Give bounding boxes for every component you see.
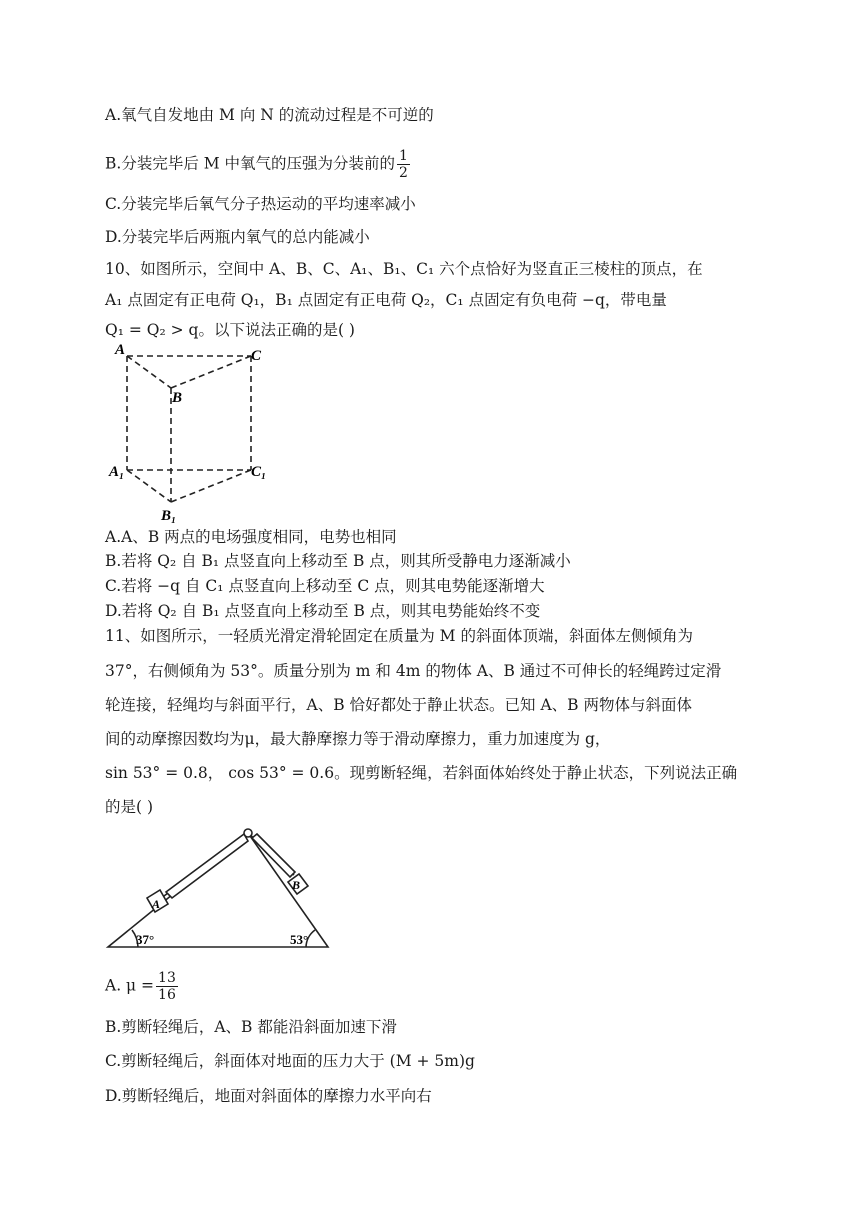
angle-53-label: 53° [290, 932, 309, 947]
q11-stem-line4: 间的动摩擦因数均为μ，最大静摩擦力等于滑动摩擦力，重力加速度为 g， [105, 730, 611, 748]
label-A: A [115, 342, 126, 358]
fraction-numerator: 1 [399, 148, 408, 164]
fraction-mu [156, 970, 178, 1003]
q11-stem-line2: 37°，右侧倾角为 53°。质量分别为 m 和 4m 的物体 A、B 通过不可伸长的轻绳跨过定滑 [105, 662, 722, 680]
q11-stem-line1: 11、如图所示，一轻质光滑定滑轮固定在质量为 M 的斜面体顶端，斜面体左侧倾角为 [105, 627, 693, 645]
q10-option-b: B.若将 Q₂ 自 B₁ 点竖直向上移动至 B 点，则其所受静电力逐渐减小 [105, 552, 571, 570]
q11-stem-line3: 轮连接，轻绳均与斜面平行，A、B 恰好都处于静止状态。已知 A、B 两物体与斜面体 [105, 696, 692, 714]
q9-option-b [105, 148, 410, 181]
label-C: C [251, 348, 262, 364]
label-B1: B₁ [161, 508, 177, 524]
q10-stem-line3: Q₁ = Q₂ > q。以下说法正确的是( ) [105, 321, 355, 339]
q11-stem-line5: sin 53° = 0.8， cos 53° = 0.6。现剪断轻绳，若斜面体始终处于静止状态，下列说法正确 [105, 764, 738, 782]
fraction-denominator: 16 [158, 987, 176, 1003]
q10-option-c: C.若将 −q 自 C₁ 点竖直向上移动至 C 点，则其电势能逐渐增大 [105, 577, 545, 595]
q11-option-d: D.剪断轻绳后，地面对斜面体的摩擦力水平向右 [105, 1087, 432, 1105]
q9-option-d: D.分装完毕后两瓶内氧气的总内能减小 [105, 228, 370, 246]
q11-option-c: C.剪断轻绳后，斜面体对地面的压力大于 (M + 5m)g [105, 1052, 475, 1070]
q10-stem-line1: 10、如图所示，空间中 A、B、C、A₁、B₁、C₁ 六个点恰好为竖直正三棱柱的顶点，在 [105, 260, 703, 278]
q9-option-a: A.氧气自发地由 M 向 N 的流动过程是不可逆的 [105, 106, 434, 124]
pulley-icon [244, 829, 252, 837]
q11-stem-line6: 的是( ) [105, 798, 154, 816]
q9-option-b-text: B.分装完毕后 M 中氧气的压强为分装前的 [105, 154, 396, 173]
fraction-numerator: 13 [158, 970, 176, 986]
fraction-half [397, 148, 410, 181]
label-A1: A₁ [109, 464, 125, 480]
block-b-label: B [292, 878, 301, 892]
block-a-label: A [152, 897, 161, 911]
q11-option-a-text: A. μ = [105, 976, 155, 995]
label-C1: C₁ [251, 464, 267, 480]
q10-option-d: D.若将 Q₂ 自 B₁ 点竖直向上移动至 B 点，则其电势能始终不变 [105, 602, 541, 620]
label-B: B [172, 390, 183, 406]
incline-figure [100, 822, 340, 957]
angle-37-label: 37° [136, 932, 155, 947]
q11-option-b: B.剪断轻绳后，A、B 都能沿斜面加速下滑 [105, 1018, 397, 1036]
q9-option-c: C.分装完毕后氧气分子热运动的平均速率减小 [105, 195, 416, 213]
fraction-denominator: 2 [399, 165, 408, 181]
q10-stem-line2: A₁ 点固定有正电荷 Q₁，B₁ 点固定有正电荷 Q₂，C₁ 点固定有负电荷 −q，带电量 [105, 291, 667, 309]
q11-option-a [105, 970, 178, 1003]
prism-figure [105, 342, 275, 527]
q10-option-a: A.A、B 两点的电场强度相同，电势也相同 [105, 528, 397, 546]
